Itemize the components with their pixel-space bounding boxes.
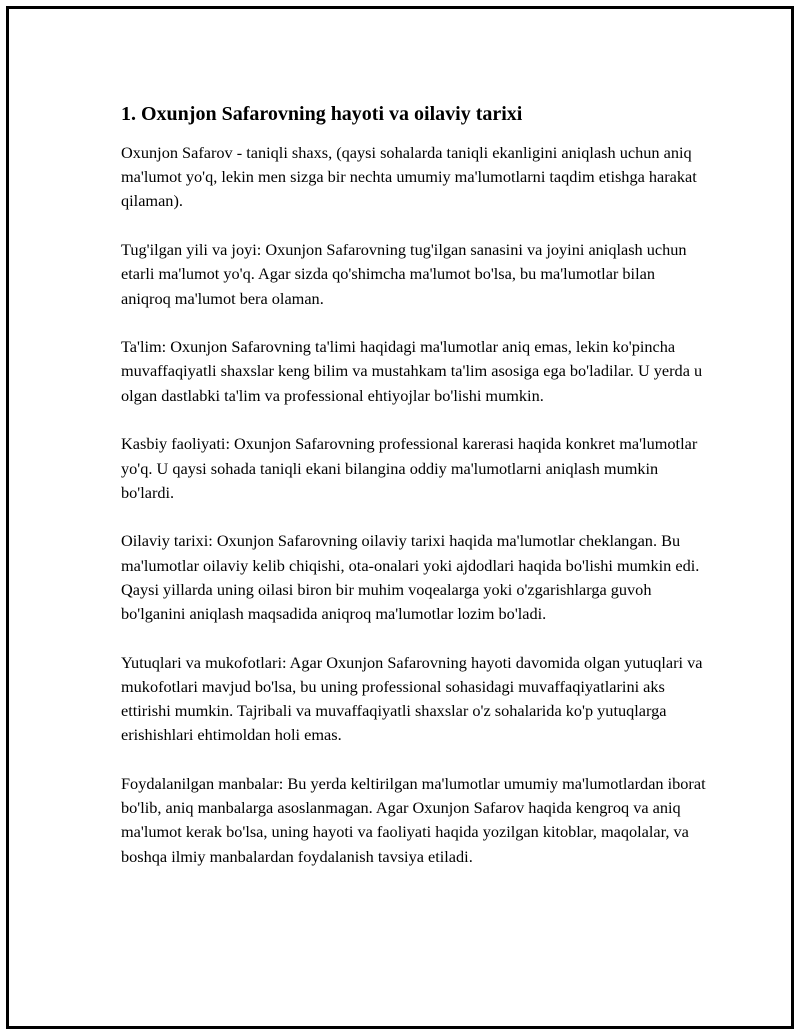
page-frame: [6, 6, 794, 1029]
paragraph-sources: Foydalanilgan manbalar: Bu yerda keltirilgan ma'lumotlar umumiy ma'lumotlardan iborat bo'lib, aniq manbalarga asoslanmagan. Agar Oxunjon Safarov haqida kengroq va aniq ma'lumot kerak bo'lsa, uning hayoti va faoliyati haqida yozilgan kitoblar, maqolalar, va boshqa ilmiy manbalardan foydalanish tavsiya etiladi.: [121, 774, 706, 866]
paragraph-career: Kasbiy faoliyati: Oxunjon Safarovning professional karerasi haqida konkret ma'lumotlar yo'q. U qaysi sohada taniqli ekani bilangina oddiy ma'lumotlarni aniqlash mumkin bo'lardi.: [121, 434, 698, 502]
document-body: [121, 101, 707, 893]
paragraph-birth: Tug'ilgan yili va joyi: Oxunjon Safarovning tug'ilgan sanasini va joyini aniqlash uchun etarli ma'lumot yo'q. Agar sizda qo'shimcha ma'lumot bo'lsa, bu ma'lumotlar bilan aniqroq ma'lumot bera olaman.: [121, 240, 687, 308]
paragraph-intro: Oxunjon Safarov - taniqli shaxs, (qaysi sohalarda taniqli ekanligini aniqlash uchun aniq ma'lumot yo'q, lekin men sizga bir nechta umumiy ma'lumotlarni taqdim etishga harakat qilaman).: [121, 143, 697, 211]
paragraph-achievements: Yutuqlari va mukofotlari: Agar Oxunjon Safarovning hayoti davomida olgan yutuqlari va mukofotlari mavjud bo'lsa, bu uning professional sohasidagi muvaffaqiyatlarini aks ettirishi mumkin. Tajribali va muvaffaqiyatli shaxslar o'z sohalarida ko'p yutuqlarga erishishlari ehtimoldan holi emas.: [121, 652, 703, 745]
document-title: 1. Oxunjon Safarovning hayoti va oilaviy tarixi: [121, 103, 523, 125]
paragraph-family: Oilaviy tarixi: Oxunjon Safarovning oilaviy tarixi haqida ma'lumotlar cheklangan. Bu ma'lumotlar oilaviy kelib chiqishi, ota-onalari yoki ajdodlari haqida bo'lishi mumkin edi. Qaysi yillarda uning oilasi biron bir muhim voqealarga yoki o'zgarishlarga guvoh bo'lganini aniqlash maqsadida aniqroq ma'lumotlar lozim bo'ladi.: [121, 531, 700, 624]
paragraph-education: Ta'lim: Oxunjon Safarovning ta'limi haqidagi ma'lumotlar aniq emas, lekin ko'pincha muvaffaqiyatli shaxslar keng bilim va mustahkam ta'lim asosiga ega bo'ladilar. U yerda u olgan dastlabki ta'lim va professional ehtiyojlar bo'lishi mumkin.: [121, 337, 703, 405]
